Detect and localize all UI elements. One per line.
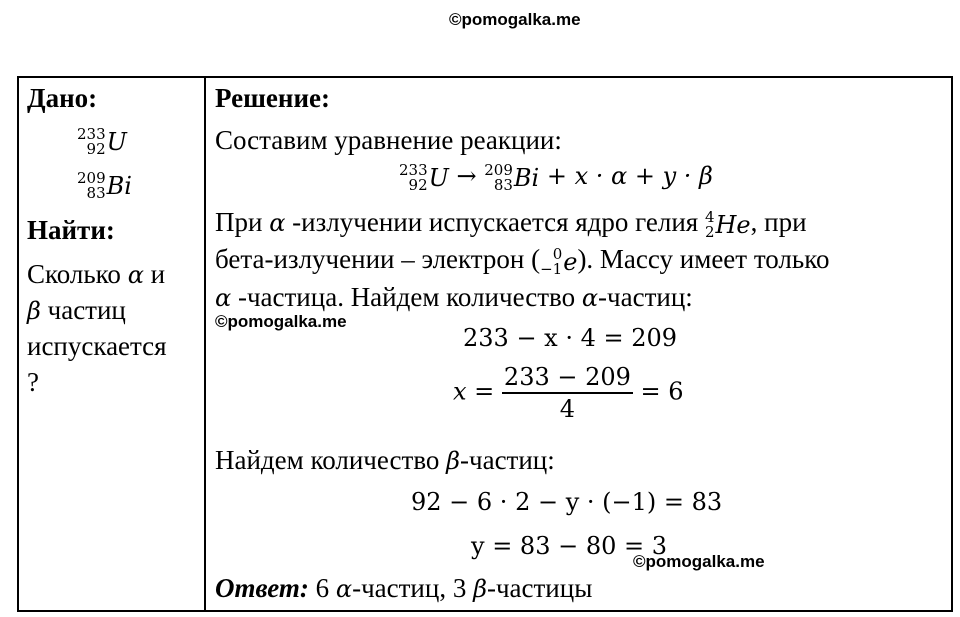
uranium-nuclide: 233 92 U (77, 124, 127, 158)
watermark: ©pomogalka.me (215, 312, 347, 331)
equation-4: y = 83 − 80 = 3 (471, 532, 668, 560)
question-line-4: ? (27, 367, 39, 397)
watermark: ©pomogalka.me (633, 552, 765, 571)
column-divider (204, 78, 206, 610)
question-line-1: Сколько α и (27, 259, 166, 289)
count-alpha-line: α -частица. Найдем количество α-частиц: (215, 282, 693, 312)
bismuth-nuclide: 209 83 Bi (77, 168, 132, 202)
question-line-2: β частиц (27, 295, 126, 325)
answer-line: Ответ: 6 α-частиц, 3 β-частицы (215, 573, 593, 603)
equation-2: x = $\frac{233 - 209}{4}$ = 6 (453, 363, 684, 423)
solution-table (17, 76, 953, 612)
alpha-line: При α -излучении испускается ядро гелия 4 2 He , при (215, 207, 807, 241)
given-heading: Дано: (27, 83, 98, 113)
question-line-3: испускается (27, 331, 167, 361)
watermark: ©pomogalka.me (449, 10, 581, 29)
solution-heading: Решение: (215, 83, 330, 113)
equation-1: 233 − x · 4 = 209 (463, 324, 678, 352)
equation-3: 92 − 6 · 2 − y · (−1) = 83 (411, 488, 723, 516)
beta-line: бета-излучении – электрон ( 0 −1 e ). Массу имеет только (215, 244, 830, 278)
solution-intro: Составим уравнение реакции: (215, 125, 562, 155)
find-heading: Найти: (27, 215, 115, 245)
count-beta-line: Найдем количество β-частиц: (215, 445, 555, 475)
reaction-equation: 233 92 U → 209 83 Bi + x · α + y · β (399, 160, 713, 194)
